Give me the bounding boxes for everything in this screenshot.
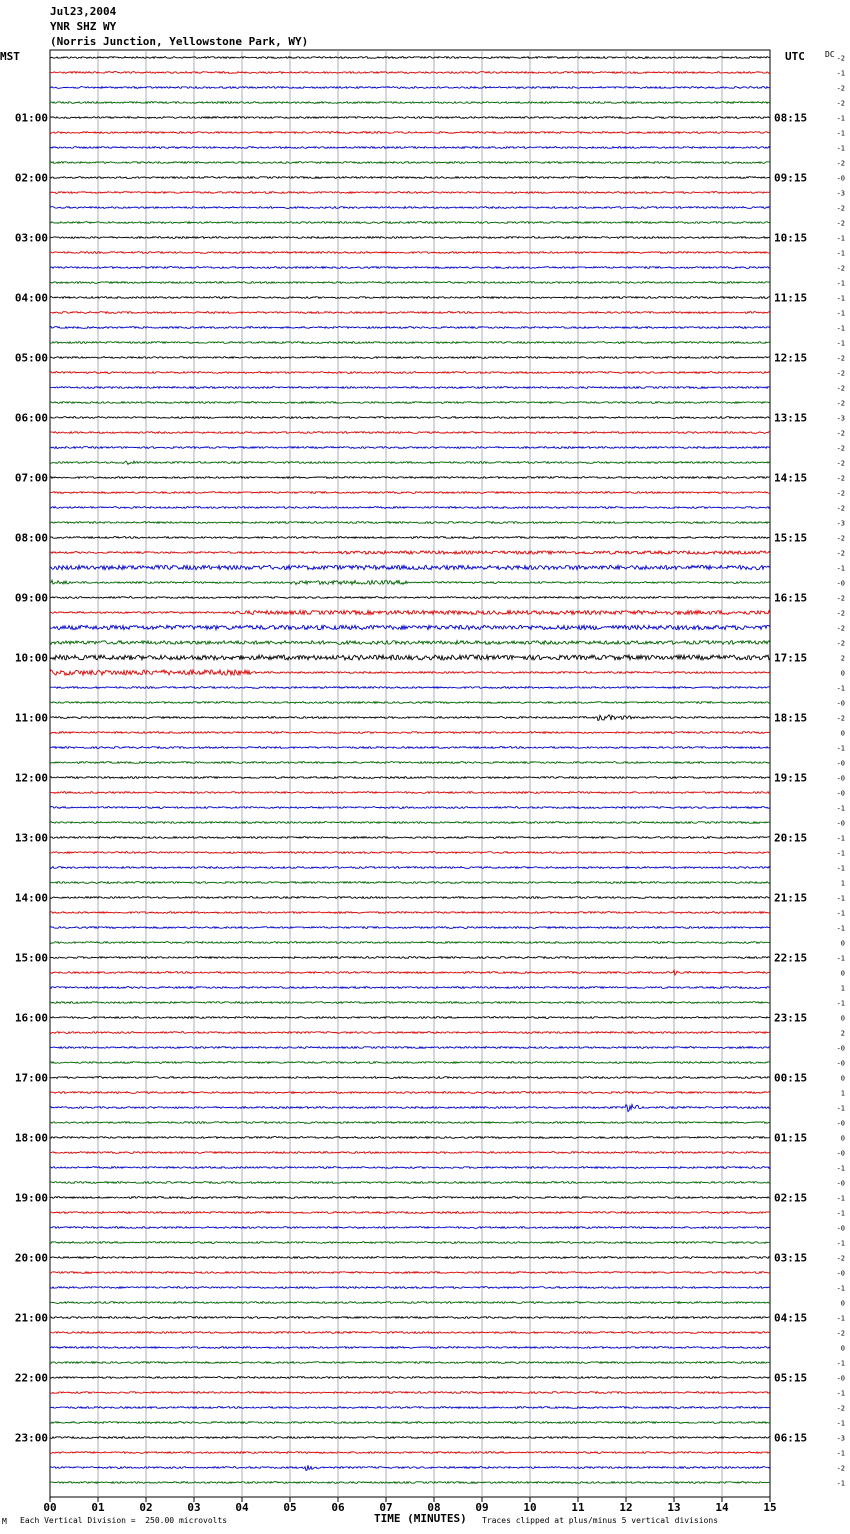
utc-hour-label: 00:15: [774, 1071, 808, 1085]
seismic-trace: [50, 580, 770, 584]
utc-hour-label: 10:15: [774, 231, 808, 245]
dc-offset-label: -1: [836, 279, 845, 288]
dc-offset-label: -2: [836, 54, 845, 63]
dc-offset-label: -1: [836, 1194, 845, 1203]
clip-note: Traces clipped at plus/minus 5 vertical divisions: [482, 1516, 719, 1525]
seismic-trace: [50, 1062, 770, 1064]
utc-hour-label: 17:15: [774, 651, 808, 665]
dc-offset-label: 2: [840, 654, 845, 663]
dc-offset-label: -1: [836, 324, 845, 333]
dc-offset-label: -2: [836, 219, 845, 228]
seismic-trace: [50, 1362, 770, 1364]
plot-date: Jul23,2004: [50, 5, 117, 18]
mst-hour-label: 23:00: [14, 1431, 48, 1445]
seismic-trace: [50, 1122, 770, 1124]
dc-offset-label: -0: [836, 1224, 845, 1233]
dc-offset-label: -1: [836, 1314, 845, 1323]
mst-hour-label: 04:00: [14, 291, 48, 305]
seismic-trace: [50, 372, 770, 374]
utc-hour-label: 15:15: [774, 531, 808, 545]
seismic-trace: [50, 611, 770, 615]
dc-offset-label: -2: [836, 1464, 845, 1473]
dc-offset-label: -0: [836, 1044, 845, 1053]
x-tick-label: 06: [331, 1501, 345, 1514]
dc-offset-label: -2: [836, 624, 845, 633]
dc-offset-label: -1: [836, 744, 845, 753]
seismic-trace: [50, 477, 770, 479]
dc-offset-label: -1: [836, 144, 845, 153]
dc-offset-label: -0: [836, 1059, 845, 1068]
seismic-trace: [50, 1105, 770, 1112]
seismic-trace: [50, 222, 770, 224]
seismic-trace: [50, 1047, 770, 1049]
utc-hour-label: 21:15: [774, 891, 808, 905]
dc-offset-label: -2: [836, 84, 845, 93]
dc-offset-label: -1: [836, 894, 845, 903]
seismic-trace: [50, 912, 770, 914]
dc-offset-label: 0: [840, 1074, 845, 1083]
seismic-trace: [50, 1465, 770, 1470]
mst-hour-label: 21:00: [14, 1311, 48, 1325]
seismic-trace: [50, 207, 770, 209]
dc-offset-label: 2: [840, 1029, 845, 1038]
dc-offset-label: -1: [836, 924, 845, 933]
seismic-trace: [50, 655, 770, 660]
dc-offset-label: -2: [836, 444, 845, 453]
seismic-trace: [50, 192, 770, 194]
x-tick-label: 15: [763, 1501, 777, 1514]
dc-offset-label: -3: [836, 189, 845, 198]
seismic-trace: [50, 1182, 770, 1184]
utc-hour-label: 06:15: [774, 1431, 808, 1445]
dc-offset-label: -1: [836, 804, 845, 813]
scale-note: Each Vertical Division = 250.00 microvolts: [20, 1516, 228, 1525]
dc-offset-label: -0: [836, 174, 845, 183]
seismic-trace: [50, 117, 770, 119]
utc-hour-label: 04:15: [774, 1311, 808, 1325]
dc-offset-label: -2: [836, 594, 845, 603]
dc-offset-label: -1: [836, 954, 845, 963]
seismic-trace: [50, 312, 770, 314]
seismic-trace: [50, 867, 770, 869]
mst-hour-label: 14:00: [14, 891, 48, 905]
seismic-trace: [50, 102, 770, 104]
seismic-trace: [50, 252, 770, 254]
seismic-trace: [50, 1332, 770, 1334]
seismic-trace: [50, 792, 770, 794]
seismic-trace: [50, 1452, 770, 1454]
dc-offset-label: -0: [836, 1374, 845, 1383]
seismic-trace: [50, 970, 770, 975]
dc-offset-label: -0: [836, 1119, 845, 1128]
x-tick-label: 10: [523, 1501, 537, 1514]
dc-offset-label: -2: [836, 1254, 845, 1263]
seismic-trace: [50, 1317, 770, 1319]
dc-offset-label: -2: [836, 1404, 845, 1413]
dc-offset-label: -1: [836, 1239, 845, 1248]
seismic-trace: [50, 747, 770, 749]
station-code: YNR SHZ WY: [50, 20, 117, 33]
mst-hour-label: 08:00: [14, 531, 48, 545]
seismic-trace: [50, 327, 770, 329]
seismic-trace: [50, 1437, 770, 1439]
dc-offset-label: -0: [836, 699, 845, 708]
utc-hour-label: 23:15: [774, 1011, 808, 1025]
seismic-trace: [50, 147, 770, 149]
mst-hour-label: 18:00: [14, 1131, 48, 1145]
dc-offset-label: -1: [836, 849, 845, 858]
seismic-trace: [50, 492, 770, 494]
mst-hour-label: 11:00: [14, 711, 48, 725]
dc-offset-label: -0: [836, 759, 845, 768]
dc-offset-label: -2: [836, 1329, 845, 1338]
x-tick-label: 00: [43, 1501, 57, 1514]
dc-offset-label: -2: [836, 399, 845, 408]
utc-hour-label: 08:15: [774, 111, 808, 125]
seismic-trace: [50, 1137, 770, 1139]
mst-hour-label: 13:00: [14, 831, 48, 845]
seismic-trace: [50, 597, 770, 599]
dc-offset-label: -1: [836, 999, 845, 1008]
seismic-trace: [50, 1032, 770, 1034]
seismic-trace: [50, 777, 770, 779]
seismic-trace: [50, 522, 770, 524]
seismic-trace: [50, 942, 770, 944]
utc-hour-label: 01:15: [774, 1131, 808, 1145]
seismic-trace: [50, 762, 770, 764]
dc-offset-label: -3: [836, 414, 845, 423]
utc-hour-label: 13:15: [774, 411, 808, 425]
utc-hour-label: 14:15: [774, 471, 808, 485]
seismic-trace: [50, 507, 770, 509]
utc-hour-label: 16:15: [774, 591, 808, 605]
seismic-trace: [50, 822, 770, 824]
dc-offset-label: -1: [836, 1209, 845, 1218]
utc-hour-label: 19:15: [774, 771, 808, 785]
dc-offset-label: -1: [836, 1419, 845, 1428]
seismic-trace: [50, 72, 770, 74]
dc-offset-label: -3: [836, 1434, 845, 1443]
mst-hour-label: 03:00: [14, 231, 48, 245]
dc-offset-label: -1: [836, 1104, 845, 1113]
seismic-trace: [50, 267, 770, 269]
dc-offset-label: -1: [836, 69, 845, 78]
mst-hour-label: 06:00: [14, 411, 48, 425]
dc-offset-label: -1: [836, 309, 845, 318]
dc-offset-label: -1: [836, 114, 845, 123]
dc-offset-label: 0: [840, 939, 845, 948]
dc-offset-label: 0: [840, 969, 845, 978]
seismic-trace: [50, 1377, 770, 1379]
x-tick-label: 11: [571, 1501, 585, 1514]
x-tick-label: 12: [619, 1501, 633, 1514]
seismic-trace: [50, 1092, 770, 1094]
seismic-trace: [50, 1407, 770, 1409]
mst-hour-label: 19:00: [14, 1191, 48, 1205]
mst-hour-label: 09:00: [14, 591, 48, 605]
seismic-trace: [50, 1167, 770, 1169]
seismic-trace: [50, 432, 770, 434]
dc-offset-label: -2: [836, 459, 845, 468]
seismic-trace: [50, 162, 770, 164]
dc-offset-label: -2: [836, 474, 845, 483]
dc-offset-label: -1: [836, 339, 845, 348]
utc-hour-label: 11:15: [774, 291, 808, 305]
seismic-trace: [50, 957, 770, 959]
dc-offset-label: -2: [836, 714, 845, 723]
dc-offset-label: -1: [836, 864, 845, 873]
seismic-trace: [50, 417, 770, 419]
dc-offset-label: 0: [840, 1299, 845, 1308]
seismic-trace: [50, 1152, 770, 1154]
seismic-trace: [50, 837, 770, 839]
utc-hour-label: 22:15: [774, 951, 808, 965]
dc-offset-label: -1: [836, 1479, 845, 1488]
x-tick-label: 01: [91, 1501, 105, 1514]
seismic-trace: [50, 852, 770, 854]
utc-hour-label: 09:15: [774, 171, 808, 185]
station-location: (Norris Junction, Yellowstone Park, WY): [50, 35, 309, 48]
dc-offset-label: 0: [840, 1134, 845, 1143]
seismic-trace: [50, 897, 770, 899]
seismic-trace: [50, 1392, 770, 1394]
dc-offset-label: -1: [836, 684, 845, 693]
x-tick-label: 14: [715, 1501, 729, 1514]
x-tick-label: 02: [139, 1501, 153, 1514]
seismic-trace: [50, 282, 770, 284]
dc-offset-label: -0: [836, 1179, 845, 1188]
dc-offset-label: -1: [836, 249, 845, 258]
utc-hour-label: 20:15: [774, 831, 808, 845]
mst-hour-label: 22:00: [14, 1371, 48, 1385]
utc-axis-title: UTC: [785, 50, 805, 63]
dc-offset-label: 0: [840, 669, 845, 678]
seismic-trace: [50, 1257, 770, 1259]
seismic-trace: [50, 625, 770, 629]
seismic-trace: [50, 1242, 770, 1244]
dc-offset-label: -2: [836, 534, 845, 543]
utc-hour-label: 18:15: [774, 711, 808, 725]
seismic-trace: [50, 1017, 770, 1019]
dc-offset-label: -2: [836, 609, 845, 618]
dc-offset-label: -2: [836, 354, 845, 363]
mst-hour-label: 07:00: [14, 471, 48, 485]
seismic-trace: [50, 57, 770, 59]
seismic-trace: [50, 387, 770, 389]
seismic-trace: [50, 1347, 770, 1349]
seismic-trace: [50, 357, 770, 359]
dc-offset-label: -2: [836, 384, 845, 393]
seismic-trace: [50, 237, 770, 239]
dc-offset-label: -0: [836, 774, 845, 783]
mst-hour-label: 05:00: [14, 351, 48, 365]
dc-offset-label: -1: [836, 909, 845, 918]
dc-offset-label: -2: [836, 264, 845, 273]
x-axis-title: TIME (MINUTES): [374, 1512, 467, 1525]
dc-offset-label: 0: [840, 729, 845, 738]
mst-hour-label: 02:00: [14, 171, 48, 185]
dc-offset-label: -0: [836, 579, 845, 588]
dc-offset-label: -1: [836, 1389, 845, 1398]
seismic-trace: [50, 807, 770, 809]
seismic-trace: [50, 732, 770, 734]
dc-offset-label: -0: [836, 789, 845, 798]
seismic-trace: [50, 537, 770, 539]
dc-offset-label: -0: [836, 1269, 845, 1278]
x-tick-label: 13: [667, 1501, 681, 1514]
seismic-trace: [50, 87, 770, 89]
mst-axis-title: MST: [0, 50, 20, 63]
seismic-trace: [50, 1272, 770, 1274]
seismic-trace: [50, 687, 770, 689]
corner-mark: M: [2, 1517, 7, 1526]
dc-offset-label: -1: [836, 1164, 845, 1173]
seismic-trace: [50, 882, 770, 884]
x-tick-label: 05: [283, 1501, 297, 1514]
dc-offset-label: -1: [836, 1284, 845, 1293]
mst-hour-label: 12:00: [14, 771, 48, 785]
utc-hour-label: 12:15: [774, 351, 808, 365]
dc-offset-label: -0: [836, 1149, 845, 1158]
seismic-trace: [50, 342, 770, 344]
dc-offset-label: -1: [836, 129, 845, 138]
dc-offset-label: -3: [836, 519, 845, 528]
seismic-trace: [50, 641, 770, 645]
mst-hour-label: 01:00: [14, 111, 48, 125]
dc-offset-label: 0: [840, 1014, 845, 1023]
seismic-trace: [50, 132, 770, 134]
utc-hour-label: 03:15: [774, 1251, 808, 1265]
seismic-trace: [50, 297, 770, 299]
seismic-trace: [50, 1422, 770, 1424]
x-tick-label: 08: [427, 1501, 441, 1514]
seismic-trace: [50, 1482, 770, 1484]
mst-hour-label: 16:00: [14, 1011, 48, 1025]
dc-offset-label: -2: [836, 429, 845, 438]
dc-offset-label: 1: [840, 1089, 845, 1098]
dc-offset-label: -2: [836, 369, 845, 378]
seismic-trace: [50, 551, 770, 554]
seismic-trace: [50, 402, 770, 404]
dc-offset-label: -2: [836, 549, 845, 558]
seismic-trace: [50, 1302, 770, 1304]
dc-offset-label: -0: [836, 819, 845, 828]
utc-hour-label: 02:15: [774, 1191, 808, 1205]
dc-offset-label: -1: [836, 1449, 845, 1458]
mst-hour-label: 20:00: [14, 1251, 48, 1265]
dc-offset-label: -2: [836, 504, 845, 513]
seismic-trace: [50, 927, 770, 929]
dc-offset-label: -1: [836, 294, 845, 303]
seismic-trace: [50, 1227, 770, 1229]
seismic-trace: [50, 670, 770, 675]
utc-hour-label: 05:15: [774, 1371, 808, 1385]
dc-offset-label: 0: [840, 1344, 845, 1353]
seismic-trace: [50, 177, 770, 179]
seismic-trace: [50, 702, 770, 704]
seismic-trace: [50, 447, 770, 449]
dc-offset-label: -2: [836, 489, 845, 498]
seismic-trace: [50, 1212, 770, 1214]
mst-hour-label: 10:00: [14, 651, 48, 665]
dc-offset-label: -2: [836, 639, 845, 648]
x-tick-label: 07: [379, 1501, 393, 1514]
dc-offset-label: -2: [836, 159, 845, 168]
mst-hour-label: 17:00: [14, 1071, 48, 1085]
dc-offset-label: -1: [836, 1359, 845, 1368]
seismic-trace: [50, 1287, 770, 1289]
seismic-trace: [50, 1197, 770, 1199]
dc-offset-label: -1: [836, 834, 845, 843]
seismic-trace: [50, 987, 770, 989]
mst-hour-label: 15:00: [14, 951, 48, 965]
x-tick-label: 03: [187, 1501, 201, 1514]
dc-offset-label: -1: [836, 564, 845, 573]
seismic-trace: [50, 715, 770, 721]
dc-offset-label: 1: [840, 879, 845, 888]
dc-column-title: DC: [825, 50, 835, 59]
dc-offset-label: -2: [836, 204, 845, 213]
x-tick-label: 09: [475, 1501, 489, 1514]
dc-offset-label: 1: [840, 984, 845, 993]
seismic-trace: [50, 1002, 770, 1004]
dc-offset-label: -1: [836, 234, 845, 243]
seismic-trace: [50, 565, 770, 569]
seismic-trace: [50, 1077, 770, 1079]
dc-offset-label: -2: [836, 99, 845, 108]
x-tick-label: 04: [235, 1501, 249, 1514]
seismic-trace: [50, 461, 770, 465]
